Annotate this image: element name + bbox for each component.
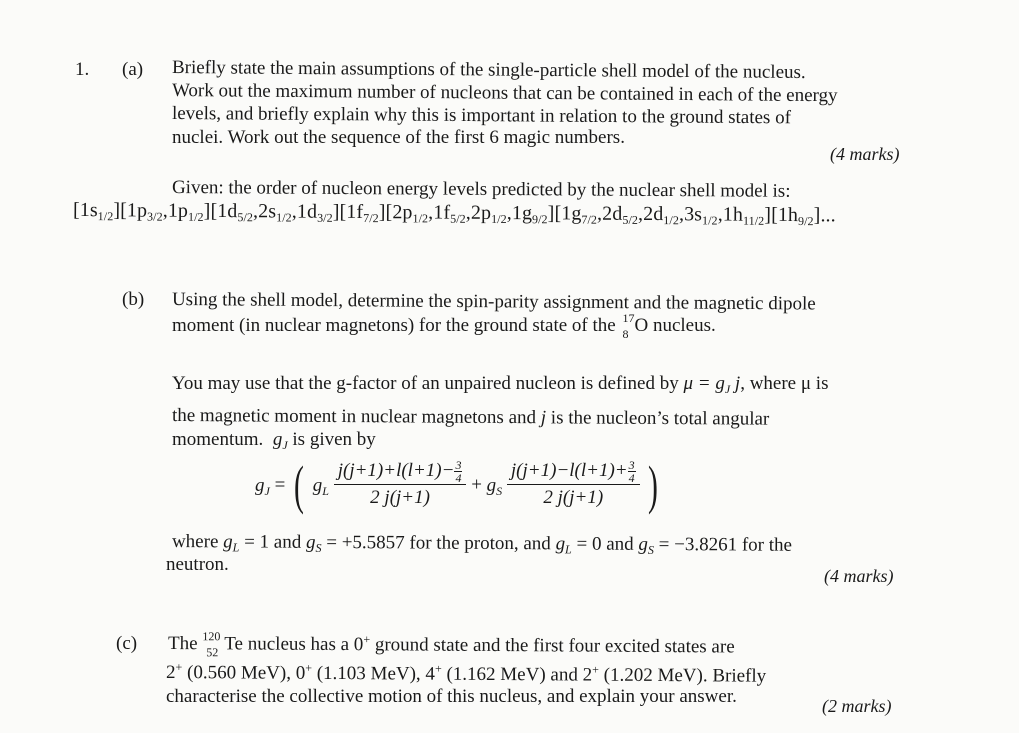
gl-b-sub: L bbox=[565, 542, 572, 557]
energy-level: $1h_{9/2}$ bbox=[777, 203, 814, 229]
comma: , bbox=[678, 203, 685, 226]
energy-level: $1g_{9/2}$ bbox=[511, 202, 548, 227]
gs-symbol-b bbox=[638, 534, 654, 555]
gs-a-sub: S bbox=[315, 540, 322, 555]
excited-state: 0+ (1.103 MeV), bbox=[295, 660, 426, 685]
bracket-open: [ bbox=[385, 201, 393, 224]
mu-eq-text: μ = g bbox=[683, 373, 725, 394]
bracket-close: ] bbox=[813, 204, 821, 227]
fraction-1 bbox=[334, 459, 467, 511]
part-c-states bbox=[166, 661, 766, 688]
part-b-para-line-3 bbox=[172, 428, 376, 451]
fraction-1-denominator: 2 j(j+1) bbox=[370, 487, 430, 509]
comma: , bbox=[506, 202, 512, 225]
gfactor-intro: You may use that the g-factor of an unpaired nucleon is defined by bbox=[172, 373, 679, 394]
comma: , bbox=[465, 201, 472, 224]
bracket-open: [ bbox=[339, 200, 347, 223]
gs-b-g: g bbox=[638, 533, 649, 555]
the-word: The bbox=[167, 633, 198, 655]
comma: , bbox=[291, 200, 298, 223]
excited-state: 2+ (1.202 MeV). Briefly bbox=[582, 662, 767, 687]
three-quarters-2 bbox=[628, 459, 636, 484]
formula-plus: + bbox=[471, 474, 482, 496]
energy-level: $2p_{1/2}$ bbox=[470, 201, 507, 227]
gl-g: g bbox=[312, 474, 323, 496]
bracket-close: ] bbox=[332, 200, 340, 223]
energy-level: $2p_{1/2}$ bbox=[392, 201, 429, 226]
gj-formula bbox=[255, 455, 662, 515]
gl-symbol-a bbox=[223, 531, 240, 555]
gl-symbol-b bbox=[555, 533, 572, 557]
bracket-close: ] bbox=[378, 201, 386, 224]
energy-level: $1f_{7/2}$ bbox=[346, 200, 379, 226]
energy-level: $1p_{1/2}$ bbox=[167, 199, 204, 224]
atomic-number: 8 bbox=[622, 327, 629, 341]
part-c-label: (c) bbox=[116, 633, 138, 654]
energy-level: $1s_{1/2}$ bbox=[79, 199, 114, 224]
mu-eq-sub: J bbox=[724, 382, 731, 396]
energy-level: $1d_{3/2}$ bbox=[296, 200, 333, 225]
comma: , bbox=[597, 202, 603, 225]
part-c-line-3: characterise the collective motion of this nucleus, and explain your answer. bbox=[166, 686, 737, 707]
gl-a-sub: L bbox=[232, 540, 240, 555]
levels-ellipsis: ... bbox=[820, 204, 836, 227]
part-a-marks: (4 marks) bbox=[830, 144, 900, 164]
energy-level: $3s_{1/2}$ bbox=[684, 203, 718, 228]
lhs-g: g bbox=[255, 474, 265, 496]
gl-a-g: g bbox=[223, 531, 233, 553]
gl-b-g: g bbox=[555, 533, 566, 555]
given-by: is given by bbox=[292, 429, 376, 450]
given-statement: Given: the order of nucleon energy levels predicted by the nuclear shell model is: bbox=[171, 177, 791, 202]
tq1-den: 4 bbox=[455, 471, 462, 486]
where-p3: = 0 and bbox=[576, 533, 634, 555]
lhs-sub: J bbox=[264, 483, 270, 498]
gs-g: g bbox=[486, 474, 497, 496]
formula-equals: = bbox=[274, 474, 286, 496]
bracket-open: [ bbox=[771, 203, 778, 226]
part-b-marks: (4 marks) bbox=[824, 566, 894, 586]
gs-b-sub: S bbox=[647, 542, 654, 557]
ground-parity: + bbox=[363, 632, 371, 647]
element-symbol: O bbox=[634, 315, 649, 336]
question-number: 1. bbox=[75, 59, 90, 80]
momentum-word: momentum. bbox=[172, 429, 264, 450]
comma: , bbox=[428, 201, 434, 224]
formula-gl bbox=[313, 475, 329, 496]
left-paren: ( bbox=[294, 455, 304, 515]
para2-end: is the nucleon’s total angular bbox=[550, 407, 770, 430]
energy-level: $1h_{11/2}$ bbox=[722, 203, 765, 228]
gs-a-g: g bbox=[305, 531, 316, 553]
part-a-line-1: Briefly state the main assumptions of the single-particle shell model of the nucleus. bbox=[171, 57, 806, 83]
where-line-2: neutron. bbox=[166, 554, 229, 575]
tq2-num: 3 bbox=[628, 458, 635, 473]
part-a-line-4: nuclei. Work out the sequence of the first 6 magic numbers. bbox=[172, 127, 625, 148]
mu-equation bbox=[683, 373, 740, 394]
energy-level: $2s_{1/2}$ bbox=[258, 200, 292, 225]
te-z: 52 bbox=[206, 645, 219, 660]
part-b-line-2-end: nucleus. bbox=[652, 315, 716, 336]
para2-text: the magnetic moment in nuclear magnetons and bbox=[171, 405, 537, 429]
bracket-open: [ bbox=[120, 199, 128, 222]
part-b-label: (b) bbox=[122, 289, 145, 310]
where-line-1: where $g_L = 1$ and $g_S = +5.5857$ for the proton, and $g_L = 0$ and $g_S = -3.8261$ for the bbox=[171, 531, 793, 557]
energy-level: $1p_{3/2}$ bbox=[126, 199, 163, 224]
energy-level-sequence bbox=[73, 199, 993, 228]
gj-symbol bbox=[273, 429, 288, 450]
formula-lhs bbox=[255, 474, 270, 497]
fraction-2 bbox=[507, 459, 640, 511]
tq2-den: 4 bbox=[628, 471, 635, 486]
part-a-line-2: Work out the maximum number of nucleons that can be contained in each of the energy bbox=[171, 80, 838, 107]
comma: , bbox=[162, 199, 168, 222]
part-b-para-line-2 bbox=[172, 404, 769, 431]
num2-text: j(j+1)−l(l+1)+ bbox=[510, 459, 628, 481]
energy-level: $1d_{5/2}$ bbox=[217, 200, 254, 225]
part-c-marks: (2 marks) bbox=[822, 696, 892, 716]
part-c-line-1 bbox=[167, 629, 735, 660]
part-b-line-1: Using the shell model, determine the spin-parity assignment and the magnetic dipole bbox=[171, 289, 816, 315]
num1-text: j(j+1)+l(l+1)− bbox=[337, 459, 455, 481]
fraction-1-numerator bbox=[334, 459, 467, 485]
energy-level: $1g_{7/2}$ bbox=[561, 202, 598, 227]
formula-gs bbox=[487, 475, 503, 496]
part-a-label: (a) bbox=[122, 59, 144, 80]
where-p2: = +5.5857 for the proton, and bbox=[326, 531, 551, 555]
three-quarters-1 bbox=[454, 459, 462, 484]
excited-intro: ground state and the first four excited states are bbox=[374, 634, 735, 658]
excited-state: 2+ (0.560 MeV), bbox=[165, 660, 296, 684]
bracket-close: ] bbox=[113, 199, 121, 222]
fraction-2-numerator bbox=[507, 459, 640, 485]
comma: , bbox=[637, 202, 644, 225]
part-b-para-line-1 bbox=[172, 372, 828, 395]
energy-level: $2d_{1/2}$ bbox=[643, 202, 680, 228]
part-b-line-2 bbox=[172, 311, 716, 341]
where-p1: = 1 and bbox=[244, 531, 302, 553]
energy-level: $2d_{5/2}$ bbox=[602, 202, 639, 227]
where-mu: , where μ is bbox=[740, 373, 829, 394]
excited-state: 4+ (1.162 MeV) and bbox=[425, 661, 583, 686]
part-b-line-2-text: moment (in nuclear magnetons) for the ground state of the bbox=[172, 315, 616, 336]
comma: , bbox=[253, 200, 259, 223]
comma: , bbox=[717, 203, 723, 226]
gs-sub: S bbox=[496, 483, 503, 498]
bracket-close: ] bbox=[203, 199, 211, 222]
j-symbol: j bbox=[540, 407, 547, 429]
where-p4: = −3.8261 for the bbox=[658, 533, 793, 556]
bracket-open: [ bbox=[554, 202, 562, 225]
bracket-close: ] bbox=[547, 202, 555, 225]
oxygen-17-notation bbox=[620, 311, 635, 341]
gj-sub: J bbox=[282, 438, 288, 452]
gj-g: g bbox=[272, 429, 283, 450]
te-symbol: Te bbox=[224, 633, 244, 655]
bracket-open: [ bbox=[72, 199, 80, 222]
gs-symbol-a bbox=[306, 532, 322, 553]
gl-sub: L bbox=[322, 483, 329, 498]
tq1-num: 3 bbox=[455, 458, 462, 473]
tellurium-120-notation bbox=[202, 629, 224, 660]
right-paren: ) bbox=[648, 455, 659, 515]
te-mass: 120 bbox=[202, 629, 221, 644]
energy-level: $1f_{5/2}$ bbox=[433, 201, 466, 226]
mass-number: 17 bbox=[622, 311, 635, 325]
mu-eq-j: j bbox=[734, 373, 741, 394]
ground-state-text: nucleus has a 0 bbox=[247, 633, 364, 656]
fraction-2-denominator: 2 j(j+1) bbox=[543, 487, 604, 509]
bracket-close: ] bbox=[764, 203, 772, 226]
part-a-line-3: levels, and briefly explain why this is important in relation to the ground states of bbox=[171, 103, 792, 129]
bracket-open: [ bbox=[210, 199, 218, 223]
